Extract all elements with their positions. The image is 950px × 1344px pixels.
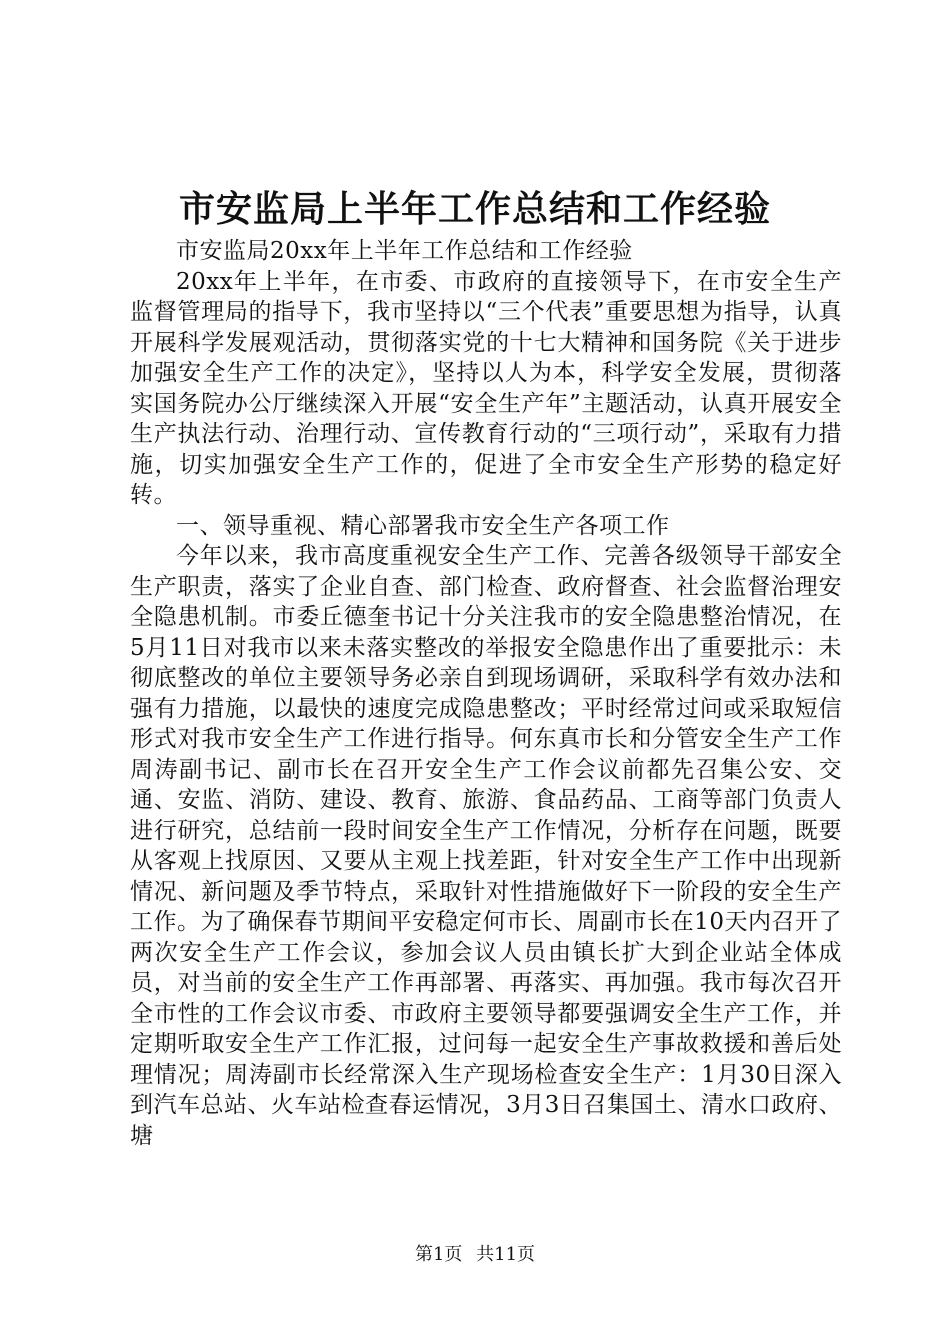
document-title: 市安监局上半年工作总结和工作经验 xyxy=(178,188,771,230)
body-paragraph: 今年以来，我市高度重视安全生产工作、完善各级领导干部安全生产职责，落实了企业自查、部门检查、政府督查、社会监督治理安全隐患机制。市委丘德奎书记十分关注我市的安全隐患整治情况，在5月11日对我市以来未落实整改的举报安全隐患作出了重要批示：未彻底整改的单位主要领导务必亲自到现场调研，采取科学有效办法和强有力措施，以最快的速度完成隐患整改；平时经常过问或采取短信形式对我市安全生产工作进行指导。何东真市长和分管安全生产工作周涛副书记、副市长在召开安全生产工作会议前都先召集公安、交通、安监、消防、建设、教育、旅游、食品药品、工商等部门负责人进行研究，总结前一段时间安全生产工作情况，分析存在问题，既要从客观上找原因、又要从主观上找差距，针对安全生产工作中出现新情况、新问题及季节特点，采取针对性措施做好下一阶段的安全生产工作。为了确保春节期间平安稳定何市长、周副市长在10天内召开了两次安全生产工作会议，参加会议人员由镇长扩大到企业站全体成员，对当前的安全生产工作再部署、再落实、再加强。我市每次召开全市性的工作会议市委、市政府主要领导都要强调安全生产工作，并定期听取安全生产工作汇报，过问每一起安全生产事故救援和善后处理情况；周涛副市长经常深入生产现场检查安全生产：1月30日深入到汽车总站、火车站检查春运情况，3月3日召集国土、清水口政府、塘 xyxy=(130,543,842,1149)
page-total: 共11页 xyxy=(476,1244,536,1265)
subtitle-paragraph: 市安监局20xx年上半年工作总结和工作经验 xyxy=(176,238,633,264)
page-footer xyxy=(0,1243,950,1267)
document-body xyxy=(130,236,842,1151)
section-heading: 一、领导重视、精心部署我市安全生产各项工作 xyxy=(176,512,670,539)
page-number: 第1页 xyxy=(414,1244,463,1265)
intro-paragraph: 20xx年上半年，在市委、市政府的直接领导下，在市安全生产监督管理局的指导下，我市坚持以“三个代表”重要思想为指导，认真开展科学发展观活动，贯彻落实党的十七大精神和国务院《关于进步加强安全生产工作的决定》，坚持以人为本，科学安全发展，贯彻落实国务院办公厅继续深入开展“安全生产年”主题活动，认真开展安全生产执法行动、治理行动、宣传教育行动的“三项行动”，采取有力措施，切实加强安全生产工作的，促进了全市安全生产形势的稳定好转。 xyxy=(130,268,842,508)
